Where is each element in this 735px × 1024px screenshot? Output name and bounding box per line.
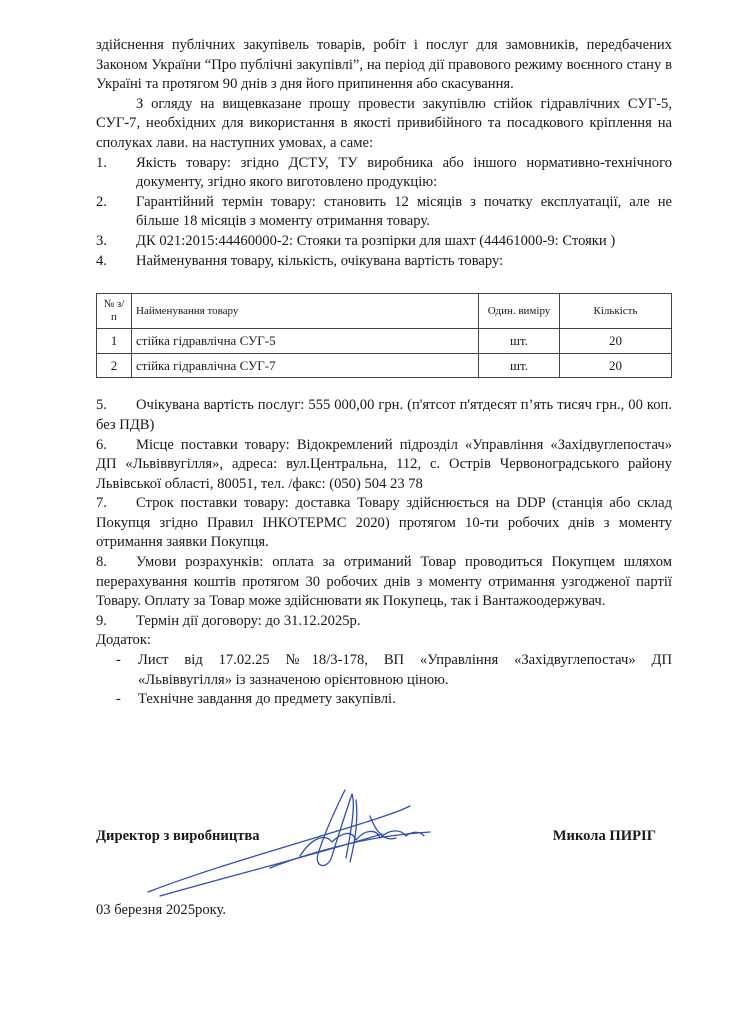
signature-strokes bbox=[148, 790, 430, 896]
condition-number: 7. bbox=[96, 495, 107, 512]
condition-text: Строк поставки товару: доставка Товару здійснюється на DDP (станція або склад Покупця згідно Правил ІНКОТЕРМС 2020) протягом 10-ти робочих днів з моменту отримання заявки Покупця. bbox=[96, 495, 672, 551]
condition-text: ДК 021:2015:44460000-2: Стояки та розпірки для шахт (44461000-9: Стояки ) bbox=[136, 232, 616, 249]
condition-item-6 bbox=[96, 436, 672, 495]
header-qty: Кількість bbox=[560, 294, 672, 329]
attachment-dash: - bbox=[116, 652, 121, 669]
cell-qty: 20 bbox=[560, 329, 672, 354]
condition-number: 8. bbox=[96, 554, 107, 571]
condition-item-4 bbox=[96, 252, 672, 272]
condition-item-2 bbox=[96, 193, 672, 232]
condition-text: Місце поставки товару: Відокремлений підрозділ «Управління «Західвуглепостач» ДП «Львіввугілля», адреса: вул.Центральна, 112, с. Острів Червоноградського району Львівської області, 80051, тел. /факс: (050) 504 23 78 bbox=[96, 436, 672, 492]
condition-text: Якість товару: згідно ДСТУ, ТУ виробника або іншого нормативно-технічного документу, згідно якого виготовлено продукцію: bbox=[136, 154, 672, 191]
table-row bbox=[97, 353, 672, 378]
condition-item-8 bbox=[96, 553, 672, 612]
condition-text: Очікувана вартість послуг: 555 000,00 грн. (п'ятсот п'ятдесят п’ять тисяч грн., 00 коп. без ПДВ) bbox=[96, 397, 672, 433]
cell-name: стійка гідравлічна СУГ-7 bbox=[132, 353, 479, 378]
cell-unit: шт. bbox=[479, 329, 560, 354]
condition-number: 9. bbox=[96, 612, 107, 629]
intro-continuation: здійснення публічних закупівель товарів, робіт і послуг для замовників, передбачених Законом України “Про публічні закупівлі”, на період дії правового режиму воєнного стану в Україні та протягом 90 днів з дня його припинення або скасування. bbox=[96, 37, 672, 93]
condition-item-7 bbox=[96, 494, 672, 553]
table-row bbox=[97, 329, 672, 354]
condition-text: Термін дії договору: до 31.12.2025р. bbox=[136, 612, 361, 629]
signer-name: Микола ПИРІГ bbox=[552, 828, 656, 844]
signer-position: Директор з виробництва bbox=[96, 828, 260, 844]
condition-text: Найменування товару, кількість, очікувана вартість товару: bbox=[136, 252, 504, 269]
condition-number: 3. bbox=[96, 232, 107, 249]
condition-text: Умови розрахунків: оплата за отриманий Товар проводиться Покупцем шляхом перерахування коштів протягом 30 робочих днів з моменту отримання узгодженої партії Товару. Оплату за Товар може здійснювати як Покупець, так і Вантажоодержувач. bbox=[96, 554, 672, 610]
document-body bbox=[96, 36, 672, 710]
condition-number: 4. bbox=[96, 252, 107, 269]
condition-item-1 bbox=[96, 154, 672, 193]
document-date: 03 березня 2025року. bbox=[96, 902, 226, 918]
header-num: № з/п bbox=[97, 294, 132, 329]
condition-item-3 bbox=[96, 232, 672, 252]
cell-name: стійка гідравлічна СУГ-5 bbox=[132, 329, 479, 354]
attachment-item-2 bbox=[116, 690, 672, 710]
attachment-text: Технічне завдання до предмету закупівлі. bbox=[138, 691, 396, 708]
attachment-item-1 bbox=[116, 651, 672, 690]
goods-table bbox=[96, 293, 672, 378]
request-paragraph: З огляду на вищевказане прошу провести закупівлю стійок гідравлічних СУГ-5, СУГ-7, необхідних для використання в якості привибійного та посадкового кріплення на сполуках лави. на наступних умовах, а саме: bbox=[96, 95, 672, 151]
cell-num: 2 bbox=[97, 353, 132, 378]
attachment-dash: - bbox=[116, 691, 121, 708]
condition-number: 2. bbox=[96, 193, 107, 210]
attachments-title: Додаток: bbox=[96, 632, 151, 649]
condition-number: 5. bbox=[96, 397, 107, 414]
handwritten-signature bbox=[120, 776, 460, 916]
table-header-row bbox=[97, 294, 672, 329]
cell-num: 1 bbox=[97, 329, 132, 354]
condition-number: 6. bbox=[96, 436, 107, 453]
condition-item-5 bbox=[96, 396, 672, 435]
condition-text: Гарантійний термін товару: становить 12 місяців з початку експлуатації, але не більше 18 місяців з моменту отримання товару. bbox=[136, 193, 672, 230]
cell-qty: 20 bbox=[560, 353, 672, 378]
header-unit: Один. виміру bbox=[479, 294, 560, 329]
condition-number: 1. bbox=[96, 154, 107, 171]
header-name: Найменування товару bbox=[132, 294, 479, 329]
attachment-text: Лист від 17.02.25 №18/3-178, ВП «Управління «Західвуглепостач» ДП «Львіввугілля» із зазначеною орієнтовною ціною. bbox=[138, 652, 672, 688]
cell-unit: шт. bbox=[479, 353, 560, 378]
condition-item-9 bbox=[96, 612, 672, 632]
